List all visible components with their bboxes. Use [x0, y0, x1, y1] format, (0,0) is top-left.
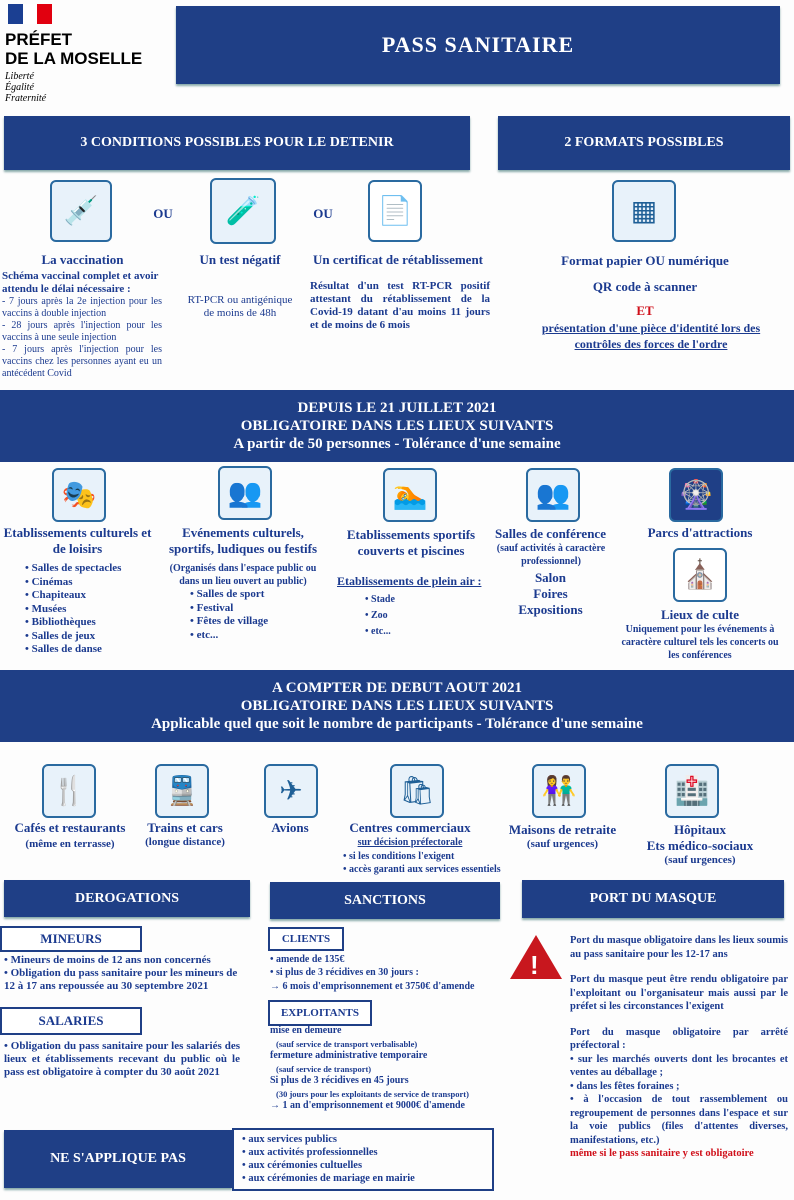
et-label: ET [636, 303, 654, 318]
church-icon: ⛪ [673, 548, 727, 602]
july-banner: DEPUIS LE 21 JUILLET 2021 OBLIGATOIRE DANS LES LIEUX SUIVANTS A partir de 50 personnes - Tolérance d'une semaine [0, 390, 794, 462]
exempt-list: • aux services publics • aux activités professionnelles • aux cérémonies cultuelles • aux cérémonies de mariage en mairie [232, 1128, 494, 1191]
test-label: Un test négatif [199, 252, 281, 267]
culture-list: • Salles de spectacles • Cinémas • Chapiteaux • Musées • Bibliothèques • Salles de jeux • Salles de danse [25, 562, 121, 657]
employees-title: SALARIES [0, 1007, 142, 1035]
conference-icon: 👥 [526, 468, 580, 522]
mask-text: Port du masque obligatoire dans les lieux soumis au pass sanitaire pour les 12-17 ans Port du masque peut être rendu obligatoire par l'exploitant ou l'organisateur mais aussi par le préfet si les circonstances l'exigent Port du masque obligatoire par arrêté préfectoral : • sur les marchés ouverts dont les brocantes et ventes au déballage ; • dans les fêtes foraines ; • à l'occasion de tout rassemblement ou regroupement de personnes dans l'espace et sur la voie publics (files d'attentes diverses, manifestations, etc.) même si le pass sanitaire y est obligatoire [570, 934, 788, 1161]
sanctions-header: SANCTIONS [270, 882, 500, 919]
format-label: Format papier OU numérique [561, 253, 729, 268]
salon-label: Salon [534, 570, 567, 585]
exclamation-mark: ! [530, 950, 539, 980]
hospitals-label: Hôpitaux [673, 822, 726, 837]
malls-note: sur décision préfectorale [357, 837, 463, 848]
malls-list: • si les conditions l'exigent • accès garanti aux services essentiels [343, 850, 501, 876]
cafes-note: (même en terrasse) [25, 838, 115, 850]
planes-label: Avions [271, 820, 309, 835]
events-label: Evénements culturels, sportifs, ludiques ou festifs [168, 525, 318, 556]
ou-label: OU [153, 206, 173, 221]
parks-label: Parcs d'attractions [647, 525, 753, 540]
outdoor-label: Etablissements de plein air : [337, 574, 482, 588]
clients-list: • amende de 135€ • si plus de 3 récidives en 30 jours : [270, 953, 419, 979]
qr-label: QR code à scanner [592, 279, 698, 294]
clients-title: CLIENTS [268, 927, 344, 951]
shopping-bag-icon: 🛍 [390, 764, 444, 818]
worship-note: Uniquement pour les événements à caractère culturel tels les concerts ou les conférences [621, 624, 779, 661]
test-swab-icon: 🧪 [210, 178, 276, 244]
minors-list: • Mineurs de moins de 12 ans non concernés • Obligation du pass sanitaire pour les mineurs de 12 à 17 ans repoussée au 30 septembre 2021 [4, 954, 244, 993]
retirement-note: (sauf urgences) [526, 838, 599, 850]
employees-list: • Obligation du pass sanitaire pour les salariés des lieux et établissements recevant du public où le pass est obligatoire à compter du 30 août 2021 [4, 1040, 240, 1079]
id-label: présentation d'une pièce d'identité lors des contrôles des forces de l'ordre [541, 321, 761, 351]
clients-penalty: → 6 mois d'emprisonnement et 3750€ d'amende [270, 981, 475, 992]
test-details: RT-PCR ou antigénique de moins de 48h [187, 294, 293, 319]
elderly-couple-icon: 👫 [532, 764, 586, 818]
conditions-header: 3 CONDITIONS POSSIBLES POUR LE DETENIR [4, 116, 470, 170]
trains-note: (longue distance) [145, 836, 225, 848]
formats-header: 2 FORMATS POSSIBLES [498, 116, 790, 170]
malls-label: Centres commerciaux [349, 820, 471, 835]
minors-title: MINEURS [0, 926, 142, 952]
operators-title: EXPLOITANTS [268, 1000, 372, 1026]
conference-note: (sauf activités à caractère professionnel) [496, 543, 606, 567]
operators-list: mise en demeure (sauf service de transport verbalisable) fermeture administrative temporaire (sauf service de transport) Si plus de 3 récidives en 45 jours (30 jours pour les exploitants de service de transport) → 1 an d'emprisonnement et 9000€ d'amende [270, 1025, 469, 1111]
hospitals-note: (sauf urgences) [664, 854, 736, 866]
certificate-details: Résultat d'un test RT-PCR positif attestant du rétablissement de la Covid-19 datant d'au moins 11 jours et de moins de 6 mois [310, 280, 490, 331]
page-title: PASS SANITAIRE [176, 6, 780, 84]
theater-masks-icon: 🎭 [52, 468, 106, 522]
events-list: • Salles de sport • Festival • Fêtes de village • etc... [190, 588, 268, 642]
swimming-pool-icon: 🏊 [383, 468, 437, 522]
august-banner: A COMPTER DE DEBUT AOUT 2021 OBLIGATOIRE DANS LES LIEUX SUIVANTS Applicable quel que soit le nombre de participants - Tolérance d'une semaine [0, 670, 794, 742]
sport-label: Etablissements sportifs couverts et piscines [346, 527, 476, 558]
ou-label: OU [313, 206, 333, 221]
mask-header: PORT DU MASQUE [522, 880, 784, 918]
derogations-header: DEROGATIONS [4, 880, 250, 917]
conference-label: Salles de conférence [495, 526, 606, 541]
ferris-wheel-icon: 🎡 [669, 468, 723, 522]
vaccination-label: La vaccination [41, 252, 124, 267]
outdoor-list: • Stade • Zoo • etc... [365, 592, 395, 640]
certificate-icon: 📄 [368, 180, 422, 242]
train-icon: 🚆 [155, 764, 209, 818]
syringe-icon: 💉 [50, 180, 112, 242]
qr-document-icon: ▦ [612, 180, 676, 242]
retirement-label: Maisons de retraite [508, 822, 617, 837]
cutlery-icon: 🍴 [42, 764, 96, 818]
certificate-label: Un certificat de rétablissement [312, 252, 484, 267]
exempt-header: NE S'APPLIQUE PAS [4, 1130, 232, 1188]
expositions-label: Expositions [518, 602, 583, 617]
events-note: (Organisés dans l'espace public ou dans un lieu ouvert au public) [169, 563, 317, 587]
cafes-label: Cafés et restaurants [14, 820, 126, 835]
airplane-icon: ✈ [264, 764, 318, 818]
prefecture-logo: PRÉFET DE LA MOSELLE Liberté Égalité Fraternité [5, 4, 170, 104]
culture-label: Etablissements culturels et de loisirs [3, 525, 152, 556]
worship-label: Lieux de culte [661, 607, 739, 622]
medico-social-label: Ets médico-sociaux [646, 838, 754, 853]
vaccination-details: Schéma vaccinal complet et avoir attendu le délai nécessaire : - 7 jours après la 2e injection pour les vaccins à double injection - 28 jours après l'injection pour les vaccins à une seule injection - 7 jours après l'injection pour les vaccins chez les personnes ayant eu un antécédent Covid [2, 270, 162, 379]
foires-label: Foires [533, 586, 568, 601]
hospital-icon: 🏥 [665, 764, 719, 818]
trains-label: Trains et cars [147, 820, 223, 835]
flag-icon [8, 4, 52, 24]
crowd-icon: 👥 [218, 466, 272, 520]
